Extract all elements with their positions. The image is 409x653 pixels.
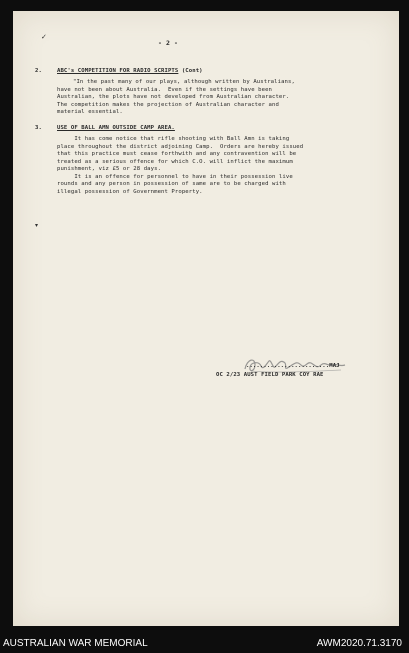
section-2-heading: [57, 68, 203, 75]
section-3-line: It has come notice that rifle shooting with Ball Amn is taking: [57, 136, 290, 142]
section-3-number: 3.: [35, 125, 42, 131]
section-2-number: 2.: [35, 68, 42, 74]
section-3-line: illegal possession of Government Property.: [57, 188, 203, 195]
section-3-line: It is an offence for personnel to have in their possession live: [57, 173, 293, 180]
section-2-line: material essential.: [57, 109, 123, 115]
margin-arrow-mark: ▾: [35, 222, 39, 229]
pencil-tick-mark: ✓: [41, 33, 47, 41]
footer-institution: AUSTRALIAN WAR MEMORIAL: [3, 638, 148, 649]
section-3-line: rounds and any person in possession of same are to be charged with: [57, 181, 286, 187]
section-3-line: place throughout the district adjoining Camp. Orders are hereby issued: [57, 143, 304, 150]
signature-dots: ........................MAJ: [246, 363, 340, 369]
section-3-line: treated as a serious offence for which C.O. will inflict the maximum: [57, 158, 293, 165]
section-3-line: that this practice must cease forthwith and any contravention will be: [57, 151, 297, 157]
section-2-line: have not been about Australia. Even if the settings have been: [57, 86, 272, 93]
section-2-line: "In the past many of our plays, although written by Australians,: [73, 79, 295, 85]
footer-accession-number: AWM2020.71.3170: [316, 638, 402, 649]
document-page: [13, 11, 399, 626]
section-2-heading-text: ABC's COMPETITION FOR RADIO SCRIPTS: [57, 68, 179, 74]
signature-title: OC 2/23 AUST FIELD PARK COY RAE: [216, 372, 324, 378]
section-2-heading-suffix: (Cont): [181, 68, 203, 74]
page-number: - 2 -: [158, 39, 179, 47]
section-2-line: Australian, the plots have not developed from Australian character.: [57, 94, 290, 100]
section-3-heading: USE OF BALL AMN OUTSIDE CAMP AREA.: [57, 125, 175, 131]
archive-footer: [0, 636, 409, 653]
section-2-line: The competition makes the projection of Australian character and: [57, 101, 279, 108]
section-3-line: punishment, viz £5 or 28 days.: [57, 166, 162, 172]
